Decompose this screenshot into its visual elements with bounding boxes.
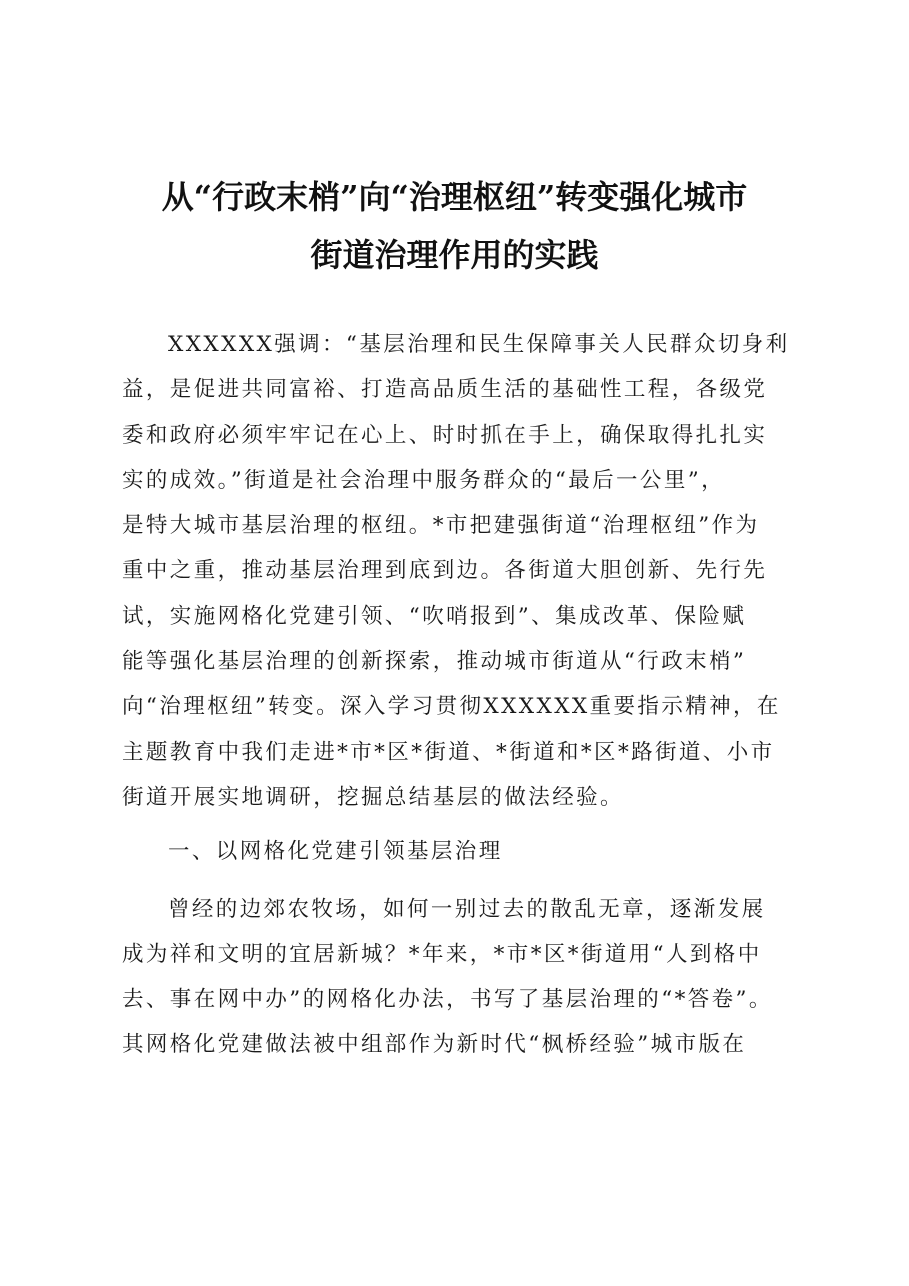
paragraph-line: 主题教育中我们走进*市*区*街道、*街道和*区*路街道、小市	[122, 739, 775, 765]
paragraph-line: 益，是促进共同富裕、打造高品质生活的基础性工程，各级党	[122, 377, 768, 403]
title-line-1: 从“行政末梢”向“治理枢纽”转变强化城市	[161, 178, 748, 216]
section-heading: 一、以网格化党建引领基层治理	[168, 839, 503, 865]
paragraph-line: 街道开展实地调研，挖掘总结基层的做法经验。	[122, 784, 624, 810]
paragraph-line: 重中之重，推动基层治理到底到边。各街道大胆创新、先行先	[122, 558, 768, 584]
paragraph-line: 试，实施网格化党建引领、“吹哨报到”、集成改革、保险赋	[122, 603, 747, 629]
document-title	[0, 168, 909, 284]
paragraph-line: 是特大城市基层治理的枢纽。*市把建强街道“治理枢纽”作为	[122, 513, 760, 539]
paragraph-line: 向“治理枢纽”转变。深入学习贯彻XXXXXX重要指示精神，在	[122, 694, 781, 720]
paragraph-line: 去、事在网中办”的网格化办法，书写了基层治理的“*答卷”。	[122, 987, 773, 1013]
document-body	[122, 322, 802, 1068]
title-line-2: 街道治理作用的实践	[310, 236, 599, 274]
paragraph-line: 曾经的边郊农牧场，如何一别过去的散乱无章，逐渐发展	[168, 896, 766, 922]
paragraph-line: 其网格化党建做法被中组部作为新时代“枫桥经验”城市版在	[122, 1032, 747, 1058]
paragraph-1	[122, 322, 802, 820]
paragraph-line: 能等强化基层治理的创新探索，推动城市街道从“行政末梢”	[122, 649, 747, 675]
paragraph-line: 成为祥和文明的宜居新城？*年来，*市*区*街道用“人到格中	[122, 941, 762, 967]
paragraph-2	[122, 887, 802, 1068]
paragraph-line: 实的成效。”街道是社会治理中服务群众的“最后一公里”，	[122, 467, 726, 493]
paragraph-line: 委和政府必须牢牢记在心上、时时抓在手上，确保取得扎扎实	[122, 422, 768, 448]
paragraph-line: XXXXXX强调：“基层治理和民生保障事关人民群众切身利	[168, 332, 790, 357]
